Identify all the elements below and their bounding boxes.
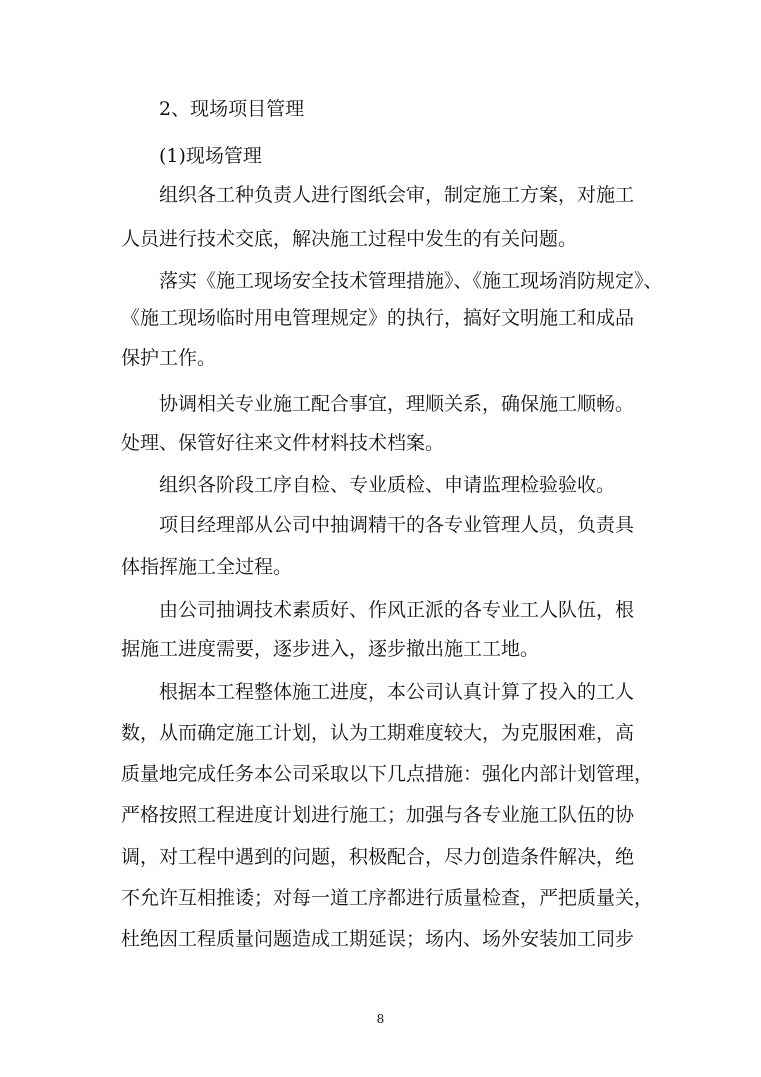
paragraph-line: 体指挥施工全过程。 [121, 556, 293, 578]
paragraph-line: 落实《施工现场安全技术管理措施》、《施工现场消防规定》、 [159, 270, 663, 292]
paragraph-line: 不允许互相推诿；对每一道工序都进行质量检查，严把质量关， [121, 887, 654, 909]
paragraph-line: 处理、保管好往来文件材料技术档案。 [121, 432, 445, 454]
paragraph-line: 保护工作。 [121, 347, 217, 369]
paragraph-line: 数，从而确定施工计划，认为工期难度较大，为克服困难，高 [121, 722, 635, 744]
paragraph-line: 调，对工程中遇到的问题，积极配合，尽力创造条件解决，绝 [121, 846, 635, 868]
paragraph-line: 《施工现场临时用电管理规定》的执行，搞好文明施工和成品 [121, 307, 635, 329]
paragraph-line: 严格按照工程进度计划进行施工；加强与各专业施工队伍的协 [121, 804, 635, 826]
page-number: 8 [376, 1012, 385, 1026]
paragraph-line: 项目经理部从公司中抽调精干的各专业管理人员，负责具 [159, 514, 635, 536]
paragraph-line: 根据本工程整体施工进度，本公司认真计算了投入的工人 [159, 681, 635, 703]
paragraph-line: 质量地完成任务本公司采取以下几点措施：强化内部计划管理， [121, 763, 654, 785]
paragraph-line: 由公司抽调技术素质好、作风正派的各专业工人队伍，根 [159, 599, 635, 621]
paragraph-line: 人员进行技术交底，解决施工过程中发生的有关问题。 [121, 228, 578, 250]
paragraph-line: 据施工进度需要，逐步进入，逐步撤出施工工地。 [121, 638, 540, 660]
paragraph-line: 杜绝因工程质量问题造成工期延误；场内、场外安装加工同步 [121, 928, 635, 950]
paragraph-line: 组织各阶段工序自检、专业质检、申请监理检验验收。 [159, 474, 616, 496]
paragraph-line: 组织各工种负责人进行图纸会审，制定施工方案，对施工 [159, 184, 635, 206]
subsection-heading: (1)现场管理 [159, 145, 262, 167]
section-heading: 2、现场项目管理 [159, 98, 305, 120]
paragraph-line: 协调相关专业施工配合事宜，理顺关系，确保施工顺畅。 [159, 393, 635, 415]
